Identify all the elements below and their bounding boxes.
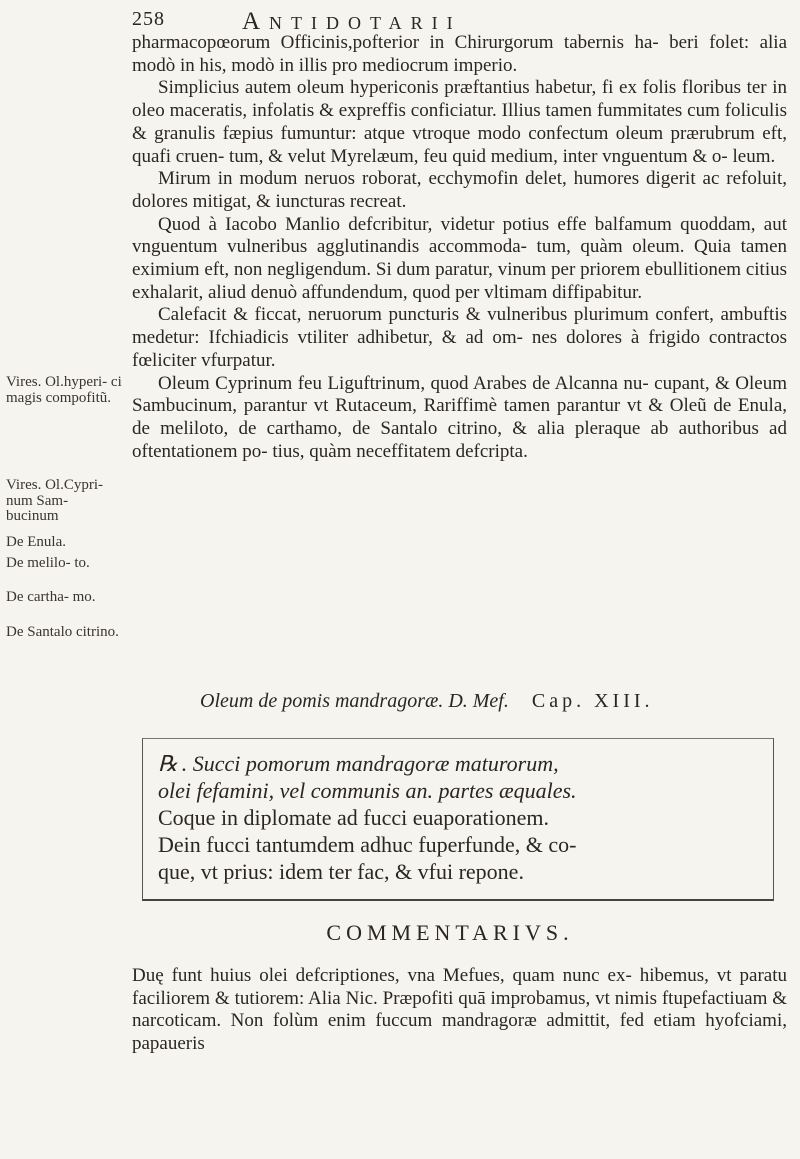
running-title: Antidotarii [242, 8, 462, 35]
recipe-line-5: que, vt prius: idem ter fac, & vfui repone. [158, 859, 524, 884]
margin-note: De Enula. [6, 534, 66, 550]
section-title-text: Oleum de pomis mandragoræ. D. Mef. [200, 690, 509, 712]
page-number: 258 [132, 8, 165, 30]
paragraph: Oleum Cyprinum feu Liguftrinum, quod Arabes de Alcanna nu- cupant, & Oleum Sambucinum, parantur vt Rutaceum, Rariffimè tamen parantur vt & Oleũ de Enula, de meliloto, de carthamo, de Santalo citrino, & alia pleraque ab authoribus ad oftentationem po- tius, quàm neceffitatem defcripta. [132, 372, 787, 462]
main-text-top [132, 32, 787, 463]
paragraph: Duę funt huius olei defcriptiones, vna Mefues, quam nunc ex- hibemus, vt paratu faciliorem & tutiorem: Alia Nic. Præpofiti quā improbamus, vt nimis ftupefactiuam & narcoticam. Non folùm enim fuccum mandragoræ admittit, fed etiam hyofciami, papaueris [132, 965, 787, 1055]
recipe [158, 750, 758, 885]
margin-note: Vires. Ol.Cypri- num Sam- bucinum [6, 477, 104, 524]
commentary-text [132, 965, 787, 1056]
commentary-heading: COMMENTARIVS. [326, 920, 574, 945]
margin-note: De Santalo citrino. [6, 624, 119, 640]
paragraph: Simplicius autem oleum hypericonis præftantius habetur, fi ex folis floribus ter in oleo maceratis, infolatis & expreffis conficiatur. Illius tamen fummitates cum foliculis & granulis fæpius fumuntur: atque vtroque modo confectum oleum prærubrum eft, quafi cruen- tum, & velut Myrelæum, feu quid medium, inter vnguentum & o- leum. [132, 77, 787, 167]
recipe-line-4: Dein fucci tantumdem adhuc fuperfunde, & co- [158, 832, 577, 857]
recipe-line-2: olei fefamini, vel communis an. partes æquales. [158, 778, 577, 803]
section-title [200, 690, 780, 713]
chapter-number: Cap. XIII. [531, 690, 654, 712]
recipe-line-3: Coque in diplomate ad fucci euaporationem. [158, 805, 549, 830]
paragraph: Mirum in modum neruos roborat, ecchymofin delet, humores digerit ac refoluit, dolores mitigat, & iuncturas recreat. [132, 168, 787, 212]
recipe-symbol-icon: ℞ [158, 751, 178, 776]
paragraph: Calefacit & ficcat, neruorum puncturis & vulneribus plurimum confert, ambuftis medetur: Ifchiadicis vtiliter adhibetur, & ad om- nes dolores à frigido contractos fœliciter vfurpatur. [132, 304, 787, 371]
paragraph: Quod à Iacobo Manlio defcribitur, videtur potius effe balfamum quoddam, aut vnguentum vulneribus agglutinandis accommoda- tum, quàm oleum. Quia tamen eximium eft, non negligendum. Si dum paratur, vinum per priorem ebullitionem citius exhalarit, aliud denuò affundendum, quod per vltimam diffipabitur. [132, 213, 787, 303]
recipe-line-1 [158, 750, 758, 777]
recipe-line-1-text: . Succi pomorum mandragoræ maturorum, [181, 751, 559, 776]
margin-note: De melilo- to. [6, 555, 90, 571]
margin-note: Vires. Ol.hyperi- ci magis compofitũ. [6, 374, 122, 406]
margin-note: De cartha- mo. [6, 589, 96, 605]
paragraph: pharmacopœorum Officinis,pofterior in Chirurgorum tabernis ha- beri folet: alia modò in his, modò in illis pro mediocrum imperio. [132, 32, 787, 76]
